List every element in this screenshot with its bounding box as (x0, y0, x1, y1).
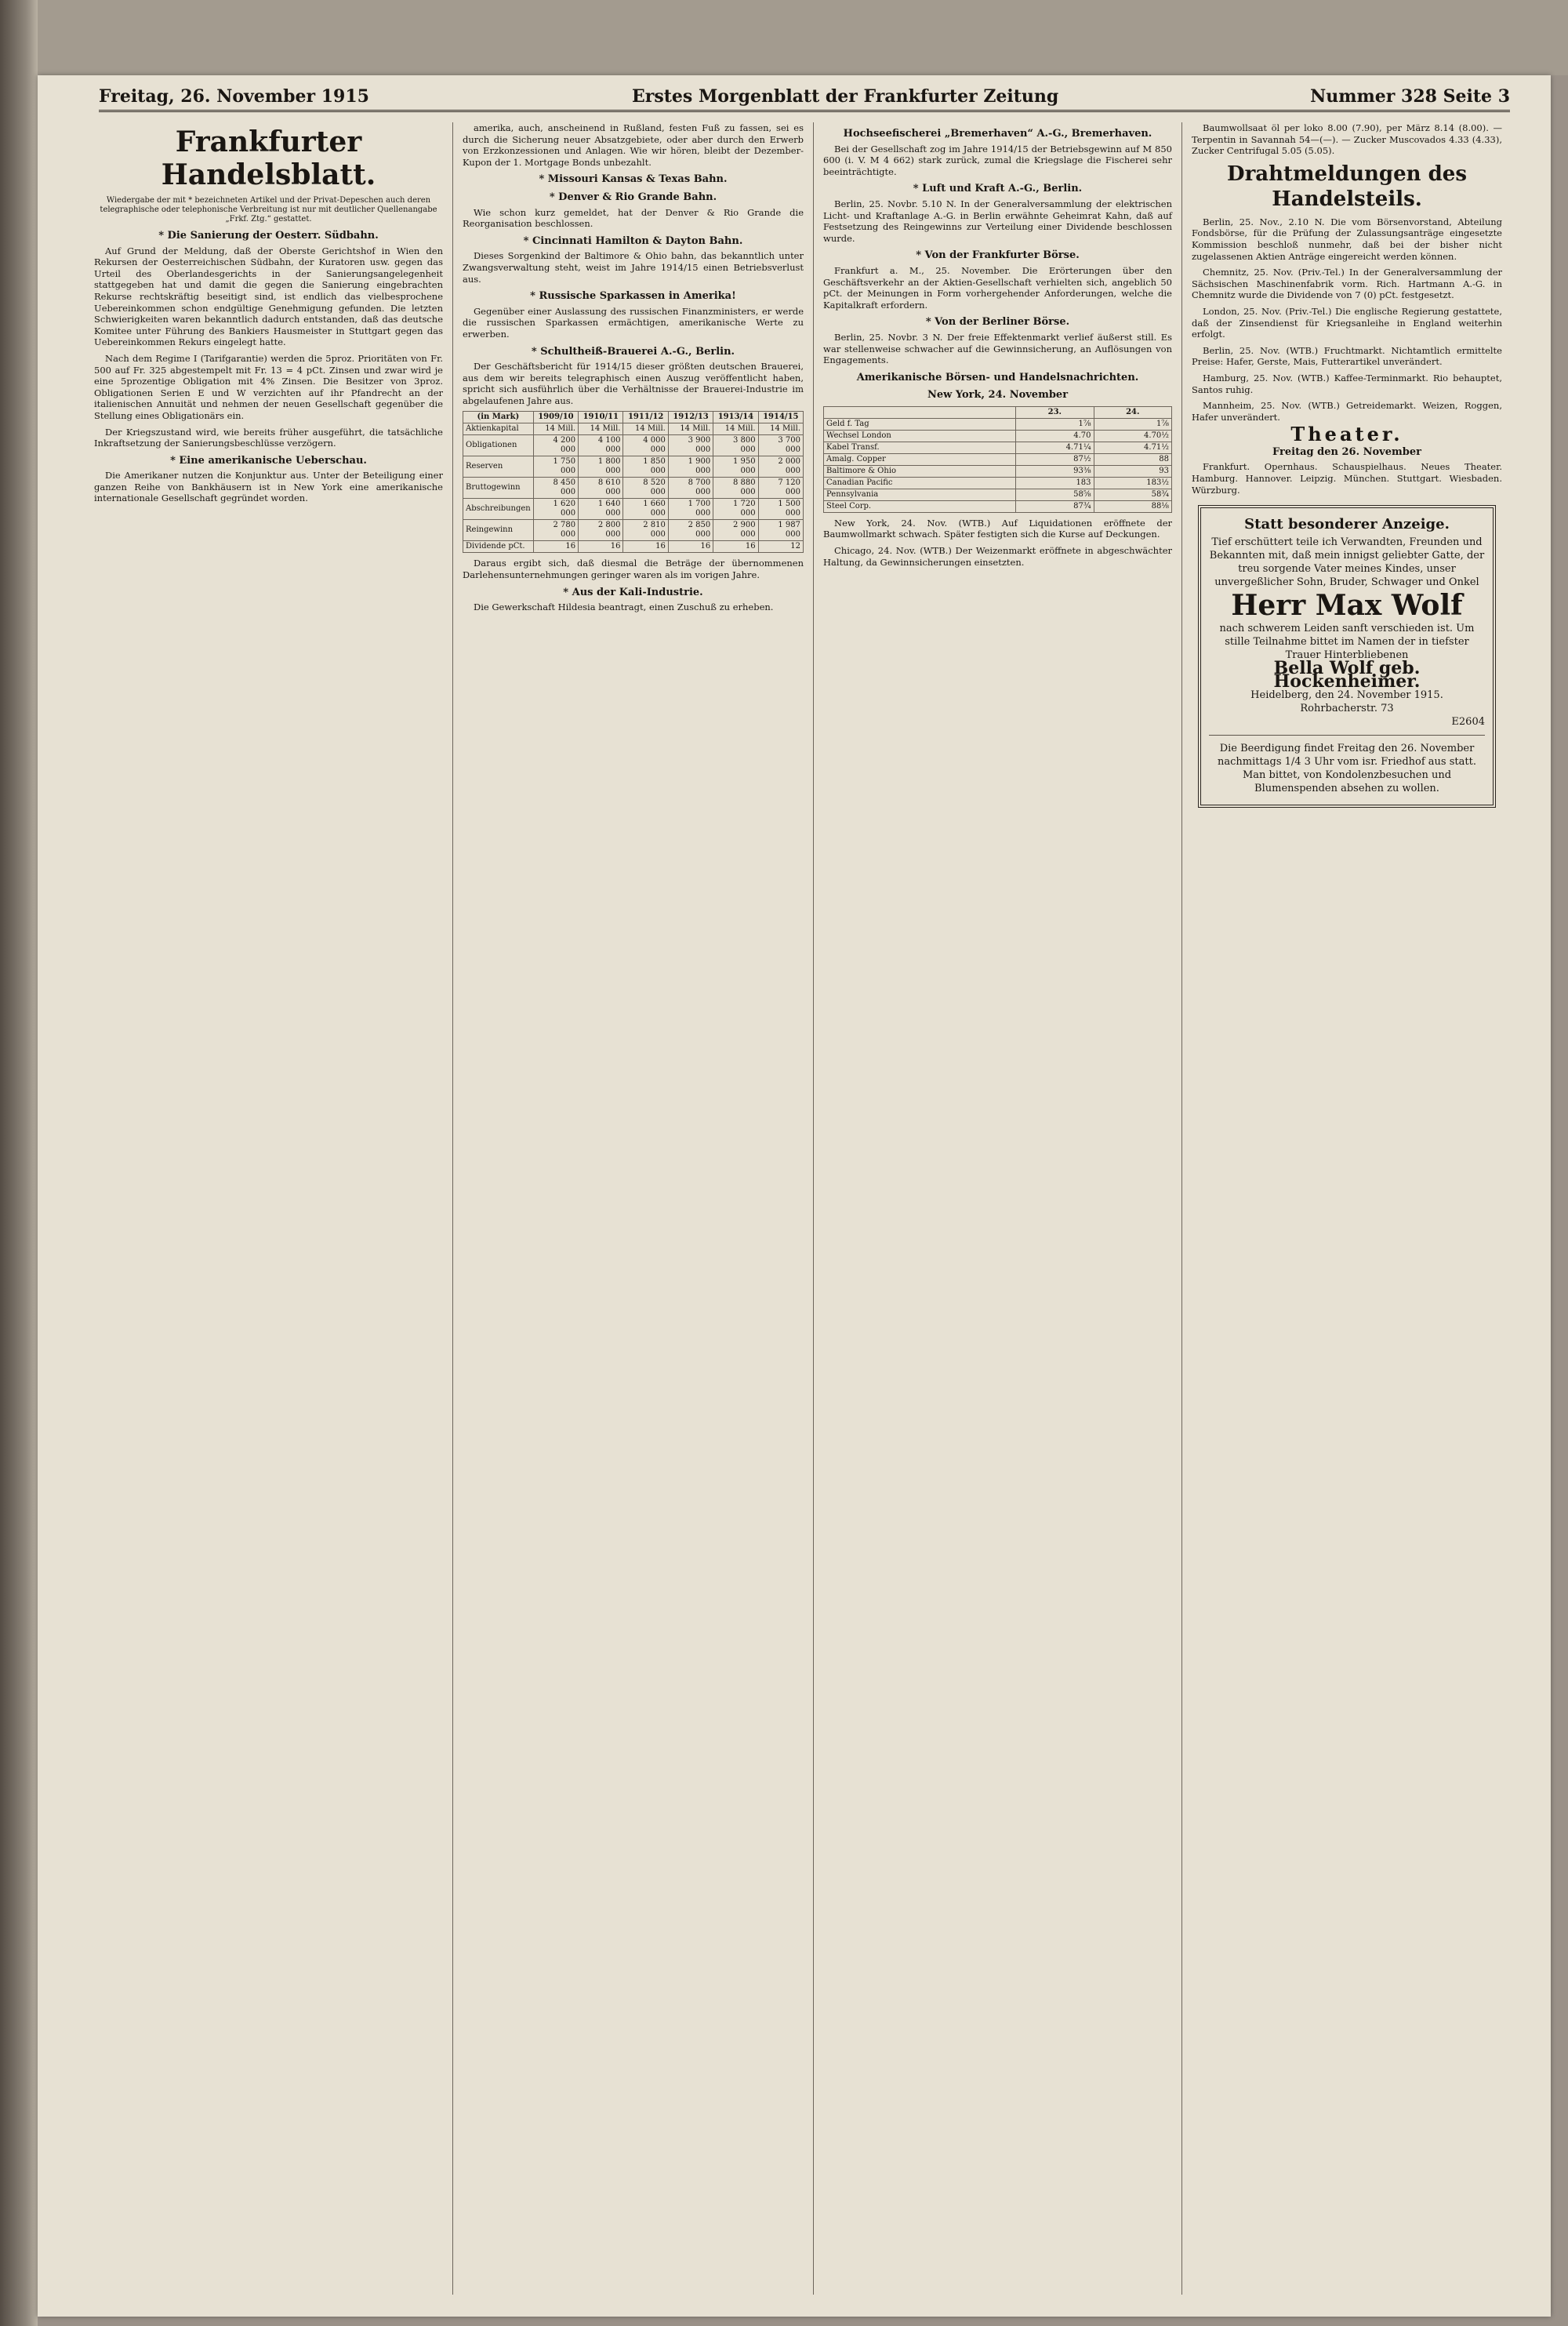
table-cell: 4.70½ (1094, 430, 1171, 442)
table-cell: 4.71¼ (1016, 442, 1094, 453)
article-paragraph: Frankfurt a. M., 25. November. Die Erörterungen über den Geschäftsverkehr an der Aktien-Gesellschaft verhielten sich, angeblich 50 pCt. der Meinungen in Form vorhergehender Anforderungen, welche die Kapitalkraft erfordern. (823, 264, 1172, 311)
table-cell: 1 950 000 (713, 456, 758, 478)
table-header-cell: 1913/14 (713, 412, 758, 423)
article-heading: * Von der Frankfurter Börse. (916, 249, 1080, 262)
table-cell: 14 Mill. (713, 423, 758, 435)
column-2 (453, 122, 814, 2295)
table-header-cell: 1910/11 (579, 412, 623, 423)
table-cell: 2 850 000 (668, 520, 713, 541)
table-cell: 4 200 000 (533, 435, 578, 456)
table-body (824, 418, 1172, 512)
table-cell: 8 880 000 (713, 478, 758, 499)
table-row (824, 489, 1172, 500)
article-paragraph: Berlin, 25. Novbr. 3 N. Der freie Effektenmarkt verlief äußerst still. Es war stellenweise schwacher auf die Gewinnsicherung, an Auflösungen von Engagements. (823, 331, 1172, 366)
table-header-cell: 1911/12 (623, 412, 668, 423)
table-cell: 1 720 000 (713, 499, 758, 520)
article-paragraph: New York, 24. Nov. (WTB.) Auf Liquidationen eröffnete der Baumwollmarkt schwach. Später festigten sich die Kurse auf Deckungen. (823, 517, 1172, 540)
table-cell: Geld f. Tag (824, 418, 1016, 430)
table-cell: 87½ (1016, 453, 1094, 465)
table-cell: 1 700 000 (668, 499, 713, 520)
article-paragraph: Berlin, 25. Nov. (WTB.) Fruchtmarkt. Nichtamtlich ermittelte Preise: Hafer, Gerste, Mais, Futterartikel unverändert. (1192, 344, 1502, 368)
table-cell: 3 800 000 (713, 435, 758, 456)
table-cell: Steel Corp. (824, 500, 1016, 512)
column-1 (85, 122, 453, 2295)
table-cell: Canadian Pacific (824, 477, 1016, 489)
reprint-note: Wiedergabe der mit * bezeichneten Artikel und der Privat-Depeschen auch deren telegraphische oder telephonische Verbreitung ist nur mit deutlicher Quellenangabe „Frkf. Ztg.“ gestattet. (100, 196, 437, 224)
article-paragraph: Berlin, 25. Novbr. 5.10 N. In der Generalversammlung der elektrischen Licht- und Kraftanlage A.-G. in Berlin erwähnte Geheimrat Kahn, daß auf Festsetzung des Reingewinns zur Verteilung einer Dividende beschlossen wurde. (823, 198, 1172, 244)
theater-section (1192, 423, 1502, 496)
notice-text: nach schwerem Leiden sanft verschieden ist. Um stille Teilnahme bittet im Namen der in tiefster Trauer Hinterbliebenen (1219, 623, 1475, 662)
table-cell: 2 810 000 (623, 520, 668, 541)
table-row (824, 477, 1172, 489)
table-row (463, 499, 804, 520)
table-row (463, 478, 804, 499)
article-paragraph: Der Geschäftsbericht für 1914/15 dieser größten deutschen Brauerei, aus dem wir bereits telegraphisch einen Auszug veröffentlicht haben, spricht sich ausführlich über die Verhältnisse der Brauerei-Industrie im abgelaufenen Jahre aus. (463, 361, 804, 406)
table-header-row (824, 406, 1172, 418)
article-paragraph: Chicago, 24. Nov. (WTB.) Der Weizenmarkt eröffnete in abgeschwächter Haltung, da Gewinnsicherungen einsetzten. (823, 545, 1172, 568)
table-cell: 14 Mill. (623, 423, 668, 435)
table-header-cell: 1914/15 (758, 412, 803, 423)
table-cell: 1 850 000 (623, 456, 668, 478)
article-paragraph: Die Amerikaner nutzen die Konjunktur aus. Unter der Beteiligung einer ganzen Reihe von Bankhäusern ist in New York eine amerikanische internationale Gesellschaft gegründet worden. (94, 470, 443, 504)
table-cell: 93 (1094, 465, 1171, 477)
column-3 (814, 122, 1182, 2295)
article-heading: * Eine amerikanische Ueberschau. (170, 454, 367, 467)
article-paragraph: London, 25. Nov. (Priv.-Tel.) Die englische Regierung gestattete, daß der Zinsendienst für Kriegsanleihe in England weiterhin erfolgt. (1192, 305, 1502, 340)
table-cell: 8 610 000 (579, 478, 623, 499)
masthead-date: Freitag, 26. November 1915 (99, 86, 369, 107)
masthead (99, 83, 1510, 112)
table-cell: 1 660 000 (623, 499, 668, 520)
notice-text: Die Beerdigung findet Freitag den 26. November nachmittags 1/4 3 Uhr vom isr. Friedhof aus statt. Man bittet, von Kondolenzbesuchen und Blumenspenden absehen zu wollen. (1218, 743, 1476, 795)
article-heading: Amerikanische Börsen- und Handelsnachrichten. (856, 371, 1139, 383)
table-header-cell: 24. (1094, 406, 1171, 418)
table-cell: 1⅞ (1016, 418, 1094, 430)
table-cell: 14 Mill. (533, 423, 578, 435)
widow-name: Bella Wolf geb. Hockenheimer. (1273, 658, 1421, 692)
table-row (824, 418, 1172, 430)
table-cell: 58¾ (1094, 489, 1171, 500)
table-body (463, 423, 804, 553)
article-heading: * Luft und Kraft A.-G., Berlin. (913, 183, 1083, 195)
death-notice (1198, 505, 1496, 808)
article-heading: * Russische Sparkassen in Amerika! (530, 290, 736, 303)
article-paragraph: Hamburg, 25. Nov. (WTB.) Kaffee-Terminmarkt. Rio behauptet, Santos ruhig. (1192, 372, 1502, 395)
table-header-cell (824, 406, 1016, 418)
table-cell: 1 500 000 (758, 499, 803, 520)
table-row (824, 500, 1172, 512)
article-paragraph: Der Kriegszustand wird, wie bereits früher ausgeführt, die tatsächliche Inkraftsetzung der Sanierungsbeschlüsse verzögern. (94, 426, 443, 449)
table-header-row (463, 412, 804, 423)
table-row (824, 442, 1172, 453)
theater-listing: Frankfurt. Opernhaus. Schauspielhaus. Neues Theater. Hamburg. Hannover. Leipzig. München. Stuttgart. Wiesbaden. Würzburg. (1192, 461, 1502, 496)
table-cell: Obligationen (463, 435, 534, 456)
article-paragraph: Die Gewerkschaft Hildesia beantragt, einen Zuschuß zu erheben. (474, 601, 774, 613)
table-cell: 8 700 000 (668, 478, 713, 499)
table-cell: 16 (668, 541, 713, 553)
table-cell: 14 Mill. (579, 423, 623, 435)
table-header-cell: 23. (1016, 406, 1094, 418)
masthead-page-number: Nummer 328 Seite 3 (1310, 86, 1510, 107)
table-row (463, 541, 804, 553)
article-paragraph: Gegenüber einer Auslassung des russischen Finanzministers, er werde die russischen Sparkassen ermächtigen, amerikanische Werte zu erwerben. (463, 305, 804, 340)
table-cell: 8 520 000 (623, 478, 668, 499)
table-title: New York, 24. November (927, 389, 1069, 402)
scan-background (0, 0, 1568, 75)
table-row (463, 435, 804, 456)
table-cell: 2 900 000 (713, 520, 758, 541)
table-cell: 93⅜ (1016, 465, 1094, 477)
table-cell: 7 120 000 (758, 478, 803, 499)
table-cell: 87¾ (1016, 500, 1094, 512)
table-row (824, 453, 1172, 465)
notice-code: E2604 (1451, 716, 1485, 729)
drahtmeldungen-title: Drahtmeldungen des Handelsteils. (1227, 162, 1467, 211)
table-cell: 1 900 000 (668, 456, 713, 478)
article-heading: * Denver & Rio Grande Bahn. (549, 191, 717, 203)
notice-heading: Statt besonderer Anzeige. (1244, 516, 1450, 533)
table-cell: 14 Mill. (758, 423, 803, 435)
article-paragraph: Auf Grund der Meldung, daß der Oberste Gerichtshof in Wien den Rekursen der Oesterreichischen Südbahn, der Kuratoren usw. gegen das Urteil des Oberlandesgerichts in der Sanierungsangelegenheit stattgegeben hat und damit die gegen die Sanierung eingebrachten Rekurse rechtskräftig beseitigt sind, ist endlich das vielbesprochene Uebereinkommen schon endgültige Genehmigung gefunden. Die letzten Schwierigkeiten waren bekanntlich dadurch entstanden, daß das deutsche Komitee unter Führung des Bankiers Hausmeister in Stuttgart gegen das Uebereinkommen Rekurs eingelegt hatte. (94, 245, 443, 348)
table-cell: Reserven (463, 456, 534, 478)
article-heading: * Schultheiß-Brauerei A.-G., Berlin. (531, 345, 735, 358)
table-row (463, 520, 804, 541)
article-paragraph: Baumwollsaat öl per loko 8.00 (7.90), per März 8.14 (8.00). — Terpentin in Savannah 54—(—). — Zucker Muscovados 4.33 (4.33), Zucker Centrifugal 5.05 (5.05). (1192, 122, 1502, 157)
table-cell: Kabel Transf. (824, 442, 1016, 453)
table-cell: 16 (623, 541, 668, 553)
article-paragraph: Dieses Sorgenkind der Baltimore & Ohio bahn, das bekanntlich unter Zwangsverwaltung steht, weist im Jahre 1914/15 einen Betriebsverlust aus. (463, 250, 804, 285)
newspaper-page (38, 75, 1551, 2317)
table-row (463, 423, 804, 435)
table-cell: 1 750 000 (533, 456, 578, 478)
theater-date: Freitag den 26. November (1272, 445, 1421, 458)
table-cell: 14 Mill. (668, 423, 713, 435)
table-cell: 183½ (1094, 477, 1171, 489)
table-cell: 1 640 000 (579, 499, 623, 520)
masthead-paper-name: Erstes Morgenblatt der Frankfurter Zeitung (632, 86, 1059, 107)
table-cell: Reingewinn (463, 520, 534, 541)
table-cell: 16 (713, 541, 758, 553)
table-cell: 1 620 000 (533, 499, 578, 520)
table-cell: Dividende pCt. (463, 541, 534, 553)
table-cell: 3 900 000 (668, 435, 713, 456)
article-paragraph: Daraus ergibt sich, daß diesmal die Beträge der übernommenen Darlehensunternehmungen geringer waren als im vorigen Jahre. (463, 558, 804, 581)
notice-place-date: Heidelberg, den 24. November 1915. (1250, 689, 1443, 702)
table-cell: 16 (533, 541, 578, 553)
article-paragraph: Berlin, 25. Nov., 2.10 N. Die vom Börsenvorstand, Abteilung Fondsbörse, für die Prüfung der Zulassungsanträge eingesetzte Kommission beschloß nunmehr, daß bei der bisher nicht zugelassenen Aktien Anträge eingereicht werden können. (1192, 216, 1502, 262)
article-paragraph: Nach dem Regime I (Tarifgarantie) werden die 5proz. Prioritäten von Fr. 500 auf Fr. 325 abgestempelt mit Fr. 13 = 4 pCt. Zinsen und zwar wird je eine 5prozentige Obligation mit 4% Zinsen. Die Besitzer von 3proz. Obligationen Serien E und W verzichten auf ihr Pfandrecht an der italienischen Annuität und nehmen der neuen Gesellschaft gegenüber die Stellung eines Obligationärs ein. (94, 352, 443, 421)
article-heading: Hochseefischerei „Bremerhaven“ A.-G., Bremerhaven. (843, 128, 1152, 140)
article-paragraph: Mannheim, 25. Nov. (WTB.) Getreidemarkt. Weizen, Roggen, Hafer unverändert. (1192, 400, 1502, 423)
deceased-name: Herr Max Wolf (1231, 589, 1463, 623)
table-cell: 4.70 (1016, 430, 1094, 442)
article-paragraph: Chemnitz, 25. Nov. (Priv.-Tel.) In der Generalversammlung der Sächsischen Maschinenfabrik vorm. Rich. Hartmann A.-G. in Chemnitz wurde die Dividende von 7 (0) pCt. festgesetzt. (1192, 267, 1502, 301)
table-cell: Aktienkapital (463, 423, 534, 435)
table-cell: 2 000 000 (758, 456, 803, 478)
table-cell: 1 987 000 (758, 520, 803, 541)
table-cell: 8 450 000 (533, 478, 578, 499)
table-cell: 16 (579, 541, 623, 553)
table-cell: 4 000 000 (623, 435, 668, 456)
article-paragraph: Bei der Gesellschaft zog im Jahre 1914/15 der Betriebsgewinn auf M 850 600 (i. V. M 4 662) stark zurück, zumal die Kriegslage die Fischerei sehr beeinträchtigte. (823, 143, 1172, 177)
table-cell: 88 (1094, 453, 1171, 465)
column-4 (1182, 122, 1512, 2295)
stock-table (823, 406, 1172, 513)
article-paragraph: amerika, auch, anscheinend in Rußland, festen Fuß zu fassen, sei es durch die Sicherung neuer Absatzgebiete, oder aber durch den Erwerb von Erzkonzessionen und Anlagen. Wie wir hören, bleibt der Dezember-Kupon der 1. Mortgage Bonds unbezahlt. (463, 122, 804, 168)
table-cell: Baltimore & Ohio (824, 465, 1016, 477)
table-cell: Bruttogewinn (463, 478, 534, 499)
article-heading: * Cincinnati Hamilton & Dayton Bahn. (523, 234, 743, 247)
book-gutter (0, 0, 38, 2326)
article-paragraph: Wie schon kurz gemeldet, hat der Denver & Rio Grande die Reorganisation beschlossen. (463, 206, 804, 230)
table-row (463, 456, 804, 478)
article-heading: * Von der Berliner Börse. (925, 316, 1070, 329)
article-heading: * Die Sanierung der Oesterr. Südbahn. (158, 230, 379, 242)
table-cell: 183 (1016, 477, 1094, 489)
table-cell: 12 (758, 541, 803, 553)
table-row (824, 465, 1172, 477)
table-cell: 4.71½ (1094, 442, 1171, 453)
table-cell: 3 700 000 (758, 435, 803, 456)
article-heading: * Aus der Kali-Industrie. (563, 586, 703, 598)
table-cell: Abschreibungen (463, 499, 534, 520)
table-cell: 1⅞ (1094, 418, 1171, 430)
table-cell: Wechsel London (824, 430, 1016, 442)
table-cell: 1 800 000 (579, 456, 623, 478)
table-cell: Pennsylvania (824, 489, 1016, 500)
table-cell: 88⅛ (1094, 500, 1171, 512)
table-cell: Amalg. Copper (824, 453, 1016, 465)
table-cell: 58⅝ (1016, 489, 1094, 500)
divider (1209, 735, 1485, 736)
notice-address: Rohrbacherstr. 73 (1300, 703, 1394, 715)
article-heading: * Missouri Kansas & Texas Bahn. (539, 173, 728, 186)
table-header-cell: 1909/10 (533, 412, 578, 423)
table-header-cell: (in Mark) (463, 412, 534, 423)
table-row (824, 430, 1172, 442)
financial-table (463, 411, 804, 553)
table-cell: 4 100 000 (579, 435, 623, 456)
handelsblatt-title: Frankfurter Handelsblatt. (161, 125, 376, 191)
notice-text: Tief erschüttert teile ich Verwandten, Freunden und Bekannten mit, daß mein innigst geliebter Gatte, der treu sorgende Vater meines Kindes, unser unvergeßlicher Sohn, Bruder, Schwager und Onkel (1209, 536, 1485, 589)
table-cell: 2 780 000 (533, 520, 578, 541)
table-header-cell: 1912/13 (668, 412, 713, 423)
theater-title: Theater. (1290, 423, 1403, 446)
table-cell: 2 800 000 (579, 520, 623, 541)
